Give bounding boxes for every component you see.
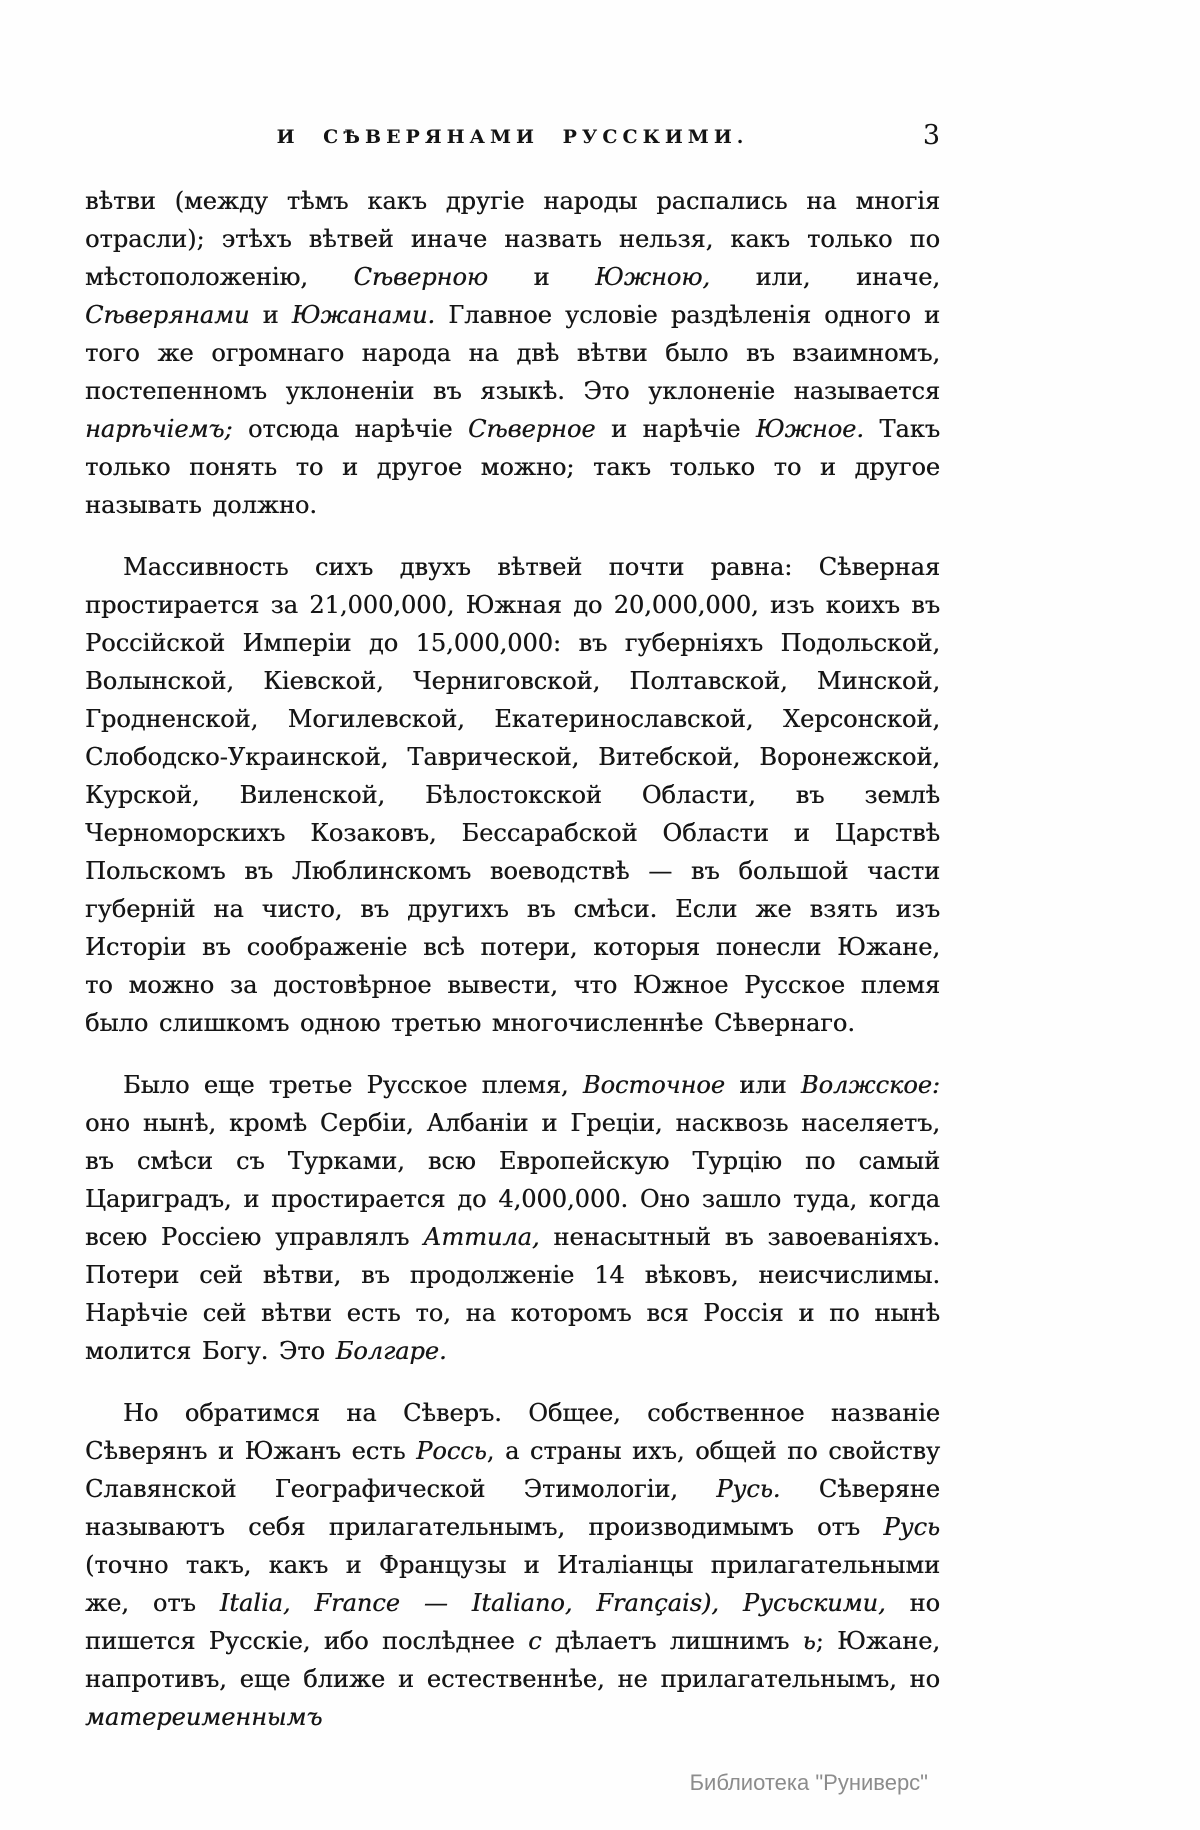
text-segment: Главное условіе раздѣленія одного и того же огромнаго народа на двѣ вѣтви было въ взаимномъ, постепенномъ уклоненіи въ языкѣ. Это уклоненіе называется (85, 301, 940, 405)
italic-text-segment: нарѣчіемъ; (85, 415, 233, 443)
italic-text-segment: Italia, France — Italiano, Français), (219, 1589, 719, 1617)
text-segment: и нарѣчіе (595, 415, 756, 443)
text-segment: или, иначе, (710, 263, 940, 291)
text-segment: и (487, 263, 596, 291)
italic-text-segment: Волжское: (800, 1071, 941, 1099)
text-segment: ненасытный въ завоеваніяхъ. Потери сей вѣтви, въ продолженіе 14 вѣковъ, неисчислимы. Нарѣчіе сей вѣтви есть то, на которомъ вся Россія и по нынѣ молится Богу. Это (85, 1223, 940, 1365)
text-segment: Но обратимся на Сѣверъ. Общее, собственное названіе Сѣверянъ и Южанъ есть (85, 1399, 940, 1465)
text-segment: (точно такъ, какъ и Французы и Италіанцы прилагательными же, отъ (85, 1551, 940, 1617)
text-segment: но пишется Русскіе, ибо послѣднее (85, 1589, 940, 1655)
italic-text-segment: Болгаре. (335, 1337, 447, 1365)
italic-text-segment: ь (802, 1627, 816, 1655)
text-segment: отсюда нарѣчіе (232, 415, 468, 443)
italic-text-segment: с (528, 1627, 542, 1655)
text-segment: , а страны ихъ, общей по свойству Славянской Географической Этимологіи, (85, 1437, 940, 1503)
italic-text-segment: Сѣверное (467, 415, 596, 443)
text-segment: Такъ только понять то и другое можно; такъ только то и другое называть должно. (85, 415, 941, 519)
library-watermark: Библиотека "Руниверс" (689, 1770, 928, 1795)
italic-text-segment: Сѣверянами (85, 301, 250, 329)
page-body (85, 182, 940, 1760)
italic-text-segment: Русь. (716, 1475, 781, 1503)
paragraph (85, 1394, 940, 1736)
italic-text-segment: Русьскими, (742, 1589, 886, 1617)
text-segment (719, 1589, 743, 1617)
text-segment: дѣлаетъ лишнимъ (541, 1627, 803, 1655)
italic-text-segment: Южное. (755, 415, 864, 443)
text-segment: или (724, 1071, 801, 1099)
italic-text-segment: Южанами. (291, 301, 436, 329)
text-segment: оно нынѣ, кромѣ Сербіи, Албаніи и Греціи, насквозь населяетъ, въ смѣси съ Турками, всю Европейскую Турцію по самый Цариградъ, и простирается до 4,000,000. Оно зашло туда, когда всею Россіею управлялъ (85, 1109, 940, 1251)
text-segment: и (249, 301, 292, 329)
italic-text-segment: Россь (416, 1437, 487, 1465)
italic-text-segment: Аттила, (423, 1223, 540, 1251)
italic-text-segment: матереименнымъ (85, 1703, 323, 1731)
text-segment: Было еще третье Русское племя, (123, 1071, 583, 1099)
paragraph (85, 182, 940, 524)
text-segment: Сѣверяне называютъ себя прилагательнымъ, производимымъ отъ (85, 1475, 940, 1541)
paragraph (85, 1066, 940, 1370)
text-segment: ; Южане, напротивъ, еще ближе и естественнѣе, не прилагательнымъ, но (85, 1627, 940, 1693)
text-segment: вѣтви (между тѣмъ какъ другіе народы распались на многія отрасли); этѣхъ вѣтвей иначе назвать нельзя, какъ только по мѣстоположенію, (85, 187, 940, 291)
italic-text-segment: Сѣверною (353, 263, 488, 291)
page-number: 3 (922, 120, 940, 151)
running-title: И СѢВЕРЯНАМИ РУССКИМИ. (276, 126, 749, 148)
text-segment: Массивность сихъ двухъ вѣтвей почти равна: Сѣверная простирается за 21,000,000, Южная до 20,000,000, изъ коихъ въ Россійской Имперіи до 15,000,000: въ губерніяхъ Подольской, Волынской, Кіевской, Черниговской, Полтавской, Минской, Гродненской, Могилевской, Екатеринославской, Херсонской, Слободско-Украинской, Таврической, Витебской, Воронежской, Курской, Виленской, Бѣлостокской Области, въ землѣ Черноморскихъ Козаковъ, Бессарабской Области и Царствѣ Польскомъ въ Люблинскомъ воеводствѣ — въ большой части губерній на чисто, въ другихъ въ смѣси. Если же взять изъ Исторіи въ соображеніе всѣ потери, которыя понесли Южане, то можно за достовѣрное вывести, что Южное Русское племя было слишкомъ одною третью многочисленнѣе Сѣвернаго. (85, 553, 940, 1037)
italic-text-segment: Восточное (582, 1071, 725, 1099)
paragraph (85, 548, 940, 1042)
italic-text-segment: Русь (883, 1513, 940, 1541)
italic-text-segment: Южною, (595, 263, 711, 291)
